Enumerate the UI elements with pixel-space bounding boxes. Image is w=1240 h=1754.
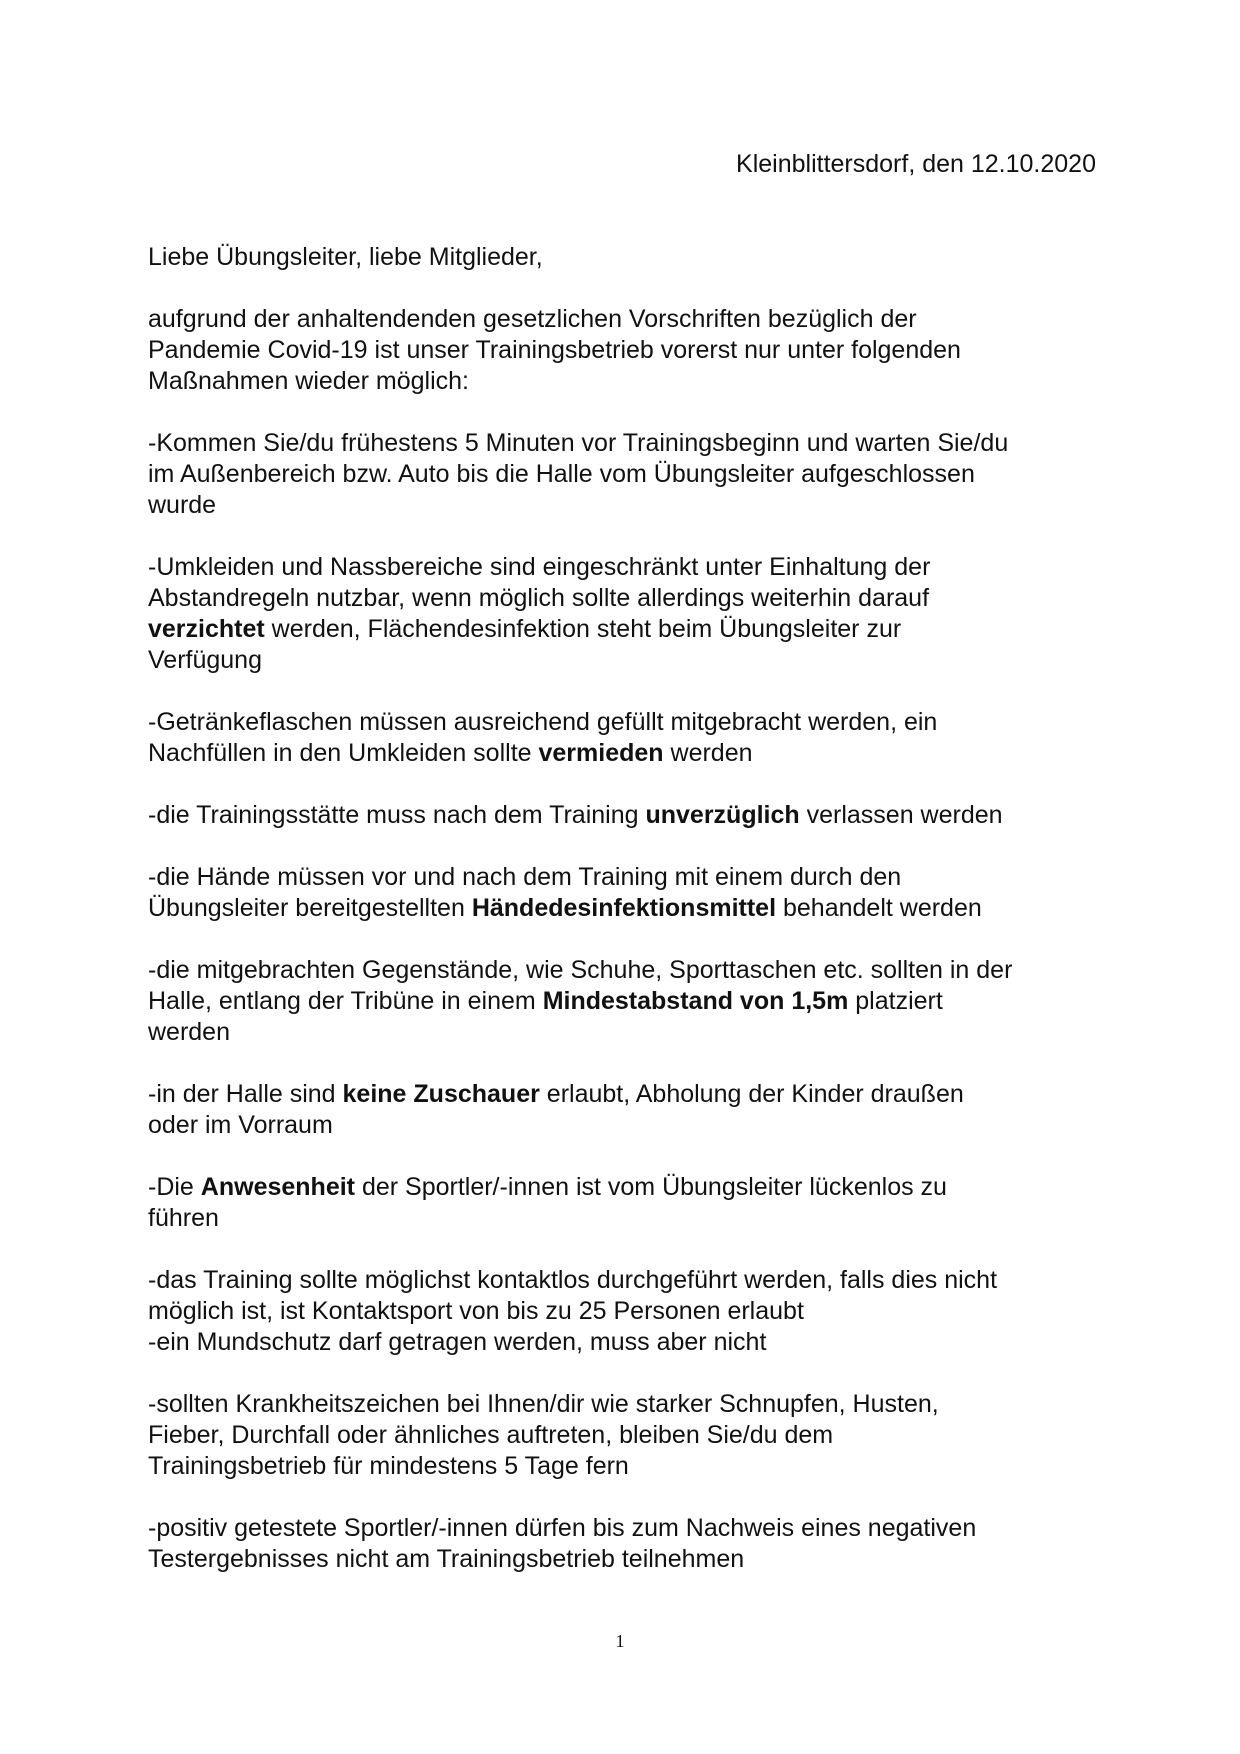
rule-text: -Die <box>148 1173 201 1201</box>
rule-changing-rooms <box>148 552 1108 676</box>
intro-line: Pandemie Covid-19 ist unser Trainingsbetrieb vorerst nur unter folgenden <box>148 336 961 364</box>
rule-text: werden, Flächendesinfektion steht beim Übungsleiter zur <box>264 615 902 643</box>
rule-line: Verfügung <box>148 646 262 674</box>
rule-line <box>148 1172 1108 1203</box>
rule-line <box>148 1079 1108 1110</box>
rule-line: -sollten Krankheitszeichen bei Ihnen/dir wie starker Schnupfen, Husten, <box>148 1390 939 1418</box>
rule-line: im Außenbereich bzw. Auto bis die Halle vom Übungsleiter aufgeschlossen <box>148 460 975 488</box>
rule-line <box>148 986 1108 1017</box>
rule-line <box>148 893 1108 924</box>
rule-symptoms <box>148 1389 1108 1482</box>
rule-line: Fieber, Durchfall oder ähnliches auftreten, bleiben Sie/du dem <box>148 1421 834 1449</box>
rule-line: -Getränkeflaschen müssen ausreichend gefüllt mitgebracht werden, ein <box>148 708 938 736</box>
salutation-text: Liebe Übungsleiter, liebe Mitglieder, <box>148 243 543 271</box>
rule-text: -die Trainingsstätte muss nach dem Training <box>148 801 646 829</box>
rule-hand-disinfection <box>148 862 1108 924</box>
rule-line: -die mitgebrachten Gegenstände, wie Schuhe, Sporttaschen etc. sollten in der <box>148 956 1013 984</box>
rule-line: -Umkleiden und Nassbereiche sind eingeschränkt unter Einhaltung der <box>148 553 931 581</box>
emphasis-text: Händedesinfektionsmittel <box>471 894 777 922</box>
rule-mask <box>148 1327 1108 1358</box>
rule-text: werden <box>663 739 753 767</box>
rule-line: -das Training sollte möglichst kontaktlos durchgeführt werden, falls dies nicht <box>148 1266 998 1294</box>
emphasis-text: verzichtet <box>148 615 265 643</box>
rule-text: -in der Halle sind <box>148 1080 343 1108</box>
rule-line: Abstandregeln nutzbar, wenn möglich sollte allerdings weiterhin darauf <box>148 584 930 612</box>
rule-line <box>148 800 1108 831</box>
rule-text: Übungsleiter bereitgestellten <box>148 894 472 922</box>
rule-line: -Kommen Sie/du frühestens 5 Minuten vor Trainingsbeginn und warten Sie/du <box>148 429 1009 457</box>
rule-drinks <box>148 707 1108 769</box>
rule-text: erlaubt, Abholung der Kinder draußen <box>539 1080 964 1108</box>
rule-line: werden <box>148 1018 230 1046</box>
rule-spectators <box>148 1079 1108 1141</box>
rule-line: -ein Mundschutz darf getragen werden, muss aber nicht <box>148 1328 767 1356</box>
rule-text: behandelt werden <box>776 894 982 922</box>
emphasis-text: vermieden <box>538 739 664 767</box>
rule-line: -die Hände müssen vor und nach dem Training mit einem durch den <box>148 863 902 891</box>
rule-line: Trainingsbetrieb für mindestens 5 Tage fern <box>148 1452 629 1480</box>
rule-text: verlassen werden <box>799 801 1003 829</box>
rule-line: wurde <box>148 491 217 519</box>
rule-attendance <box>148 1172 1108 1234</box>
rule-text: platziert <box>848 987 943 1015</box>
intro-line: aufgrund der anhaltendenden gesetzlichen Vorschriften bezüglich der <box>148 305 917 333</box>
rule-line <box>148 738 1108 769</box>
rule-text: Halle, entlang der Tribüne in einem <box>148 987 543 1015</box>
intro-line: Maßnahmen wieder möglich: <box>148 367 469 395</box>
rule-positive-tests <box>148 1513 1108 1575</box>
rule-line: oder im Vorraum <box>148 1111 333 1139</box>
rule-line: -positiv getestete Sportler/-innen dürfen bis zum Nachweis eines negativen <box>148 1514 977 1542</box>
emphasis-text: keine Zuschauer <box>342 1080 540 1108</box>
intro-paragraph <box>148 304 1108 397</box>
rule-line: führen <box>148 1204 219 1232</box>
emphasis-text: Anwesenheit <box>200 1173 355 1201</box>
rule-leave-venue <box>148 800 1108 831</box>
date-line: Kleinblittersdorf, den 12.10.2020 <box>736 150 1096 178</box>
emphasis-text: unverzüglich <box>645 801 800 829</box>
rule-line: Testergebnisses nicht am Trainingsbetrieb teilnehmen <box>148 1545 745 1573</box>
rule-line <box>148 614 1108 645</box>
rule-text: Nachfüllen in den Umkleiden sollte <box>148 739 539 767</box>
emphasis-text: Mindestabstand von 1,5m <box>542 987 849 1015</box>
rule-text: der Sportler/-innen ist vom Übungsleiter lückenlos zu <box>355 1173 947 1201</box>
page-number: 1 <box>615 1631 625 1651</box>
rule-belongings <box>148 955 1108 1048</box>
letter-body <box>148 242 1108 1606</box>
rule-contactless-training <box>148 1265 1108 1327</box>
salutation <box>148 242 1108 273</box>
rule-arrival <box>148 428 1108 521</box>
rule-line: möglich ist, ist Kontaktsport von bis zu 25 Personen erlaubt <box>148 1297 804 1325</box>
